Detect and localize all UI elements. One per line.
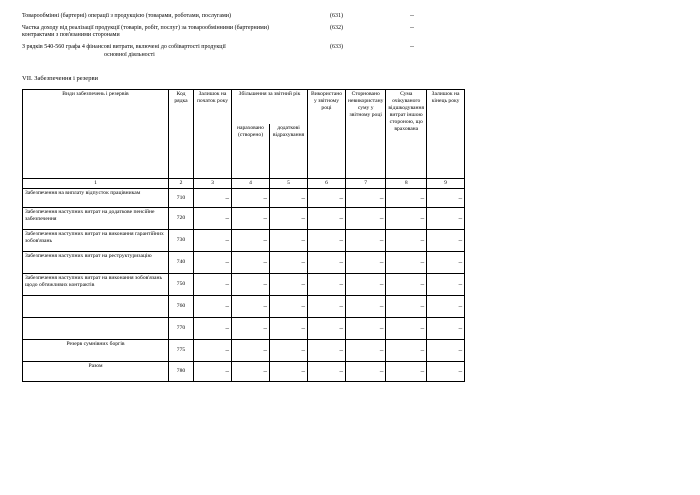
table-row — [23, 296, 465, 318]
cell-value: – — [427, 189, 465, 208]
cell-value: – — [232, 208, 270, 230]
cell-value: – — [346, 340, 386, 362]
cell-value: – — [232, 340, 270, 362]
cell-value: – — [386, 362, 427, 382]
table-row — [23, 318, 465, 340]
cell-value: – — [194, 296, 232, 318]
header-used: Використано у звітному році — [308, 90, 346, 179]
cell-value: – — [427, 230, 465, 252]
cell-value: – — [270, 362, 308, 382]
cell-value: – — [194, 189, 232, 208]
cell-value: – — [194, 340, 232, 362]
cell-value: – — [194, 362, 232, 382]
col-number: 5 — [270, 179, 308, 189]
cell-value: – — [346, 208, 386, 230]
cell-value: – — [270, 340, 308, 362]
cell-value: – — [386, 252, 427, 274]
cell-value: – — [386, 296, 427, 318]
table-row — [23, 362, 465, 382]
header-closing-balance: Залишок на кінець року — [427, 90, 465, 179]
row-code: 750 — [169, 274, 194, 296]
cell-value: – — [386, 274, 427, 296]
cell-value: – — [386, 189, 427, 208]
cell-value: – — [194, 318, 232, 340]
row-name: Забезпечення наступних витрат на виконання гарантійних зобов'язань — [23, 230, 169, 252]
barter-operations-code: (631) — [330, 13, 343, 19]
barter-share-code: (632) — [330, 25, 343, 31]
row-name: Разом — [23, 362, 169, 382]
cell-value: – — [232, 362, 270, 382]
cell-value: – — [232, 296, 270, 318]
cell-value: – — [427, 318, 465, 340]
cell-value: – — [308, 252, 346, 274]
cell-value: – — [232, 230, 270, 252]
col-number: 4 — [232, 179, 270, 189]
cell-value: – — [270, 230, 308, 252]
cell-value: – — [270, 189, 308, 208]
row-code: 740 — [169, 252, 194, 274]
header-expected-reimbursement: Сума очікуваного відшкодування витрат іншою стороною, що врахована — [386, 90, 427, 179]
cell-value: – — [232, 318, 270, 340]
cell-value: – — [270, 208, 308, 230]
cell-value: – — [386, 318, 427, 340]
cell-value: – — [346, 230, 386, 252]
cell-value: – — [346, 296, 386, 318]
row-name: Забезпечення наступних витрат на реструктуризацію — [23, 252, 169, 274]
col-number: 1 — [23, 179, 169, 189]
header-accrued: нараховано (створено) — [232, 124, 270, 179]
cell-value: – — [232, 274, 270, 296]
cell-value: – — [308, 208, 346, 230]
col-number: 7 — [346, 179, 386, 189]
cell-value: – — [308, 340, 346, 362]
cell-value: – — [270, 318, 308, 340]
header-additional: додаткові відрахування — [270, 124, 308, 179]
cell-value: – — [194, 208, 232, 230]
cell-value: – — [308, 189, 346, 208]
barter-share-value: -- — [410, 25, 414, 31]
cell-value: – — [270, 252, 308, 274]
cell-value: – — [194, 274, 232, 296]
row-code: 720 — [169, 208, 194, 230]
row-code: 730 — [169, 230, 194, 252]
provisions-table — [22, 89, 465, 382]
cell-value: – — [427, 362, 465, 382]
cell-value: – — [427, 274, 465, 296]
table-row — [23, 340, 465, 362]
cell-value: – — [308, 296, 346, 318]
cell-value: – — [427, 208, 465, 230]
cell-value: – — [386, 230, 427, 252]
table-row — [23, 274, 465, 296]
cell-value: – — [194, 230, 232, 252]
header-provision-type: Види забезпечень і резервів — [23, 90, 169, 179]
cell-value: – — [270, 296, 308, 318]
cell-value: – — [346, 318, 386, 340]
header-reversed: Сторновано невикористану суму у звітному році — [346, 90, 386, 179]
row-name — [23, 318, 169, 340]
table-row — [23, 189, 465, 208]
row-name: Резерв сумнівних боргів — [23, 340, 169, 362]
row-name: Забезпечення наступних витрат на виконання зобов'язань щодо обтяжливих контрактів — [23, 274, 169, 296]
cell-value: – — [346, 189, 386, 208]
row-code: 770 — [169, 318, 194, 340]
col-number: 6 — [308, 179, 346, 189]
row-name: Забезпечення на виплату відпусток працівникам — [23, 189, 169, 208]
financial-costs-label-cont: основної діяльності — [104, 52, 155, 58]
row-code: 780 — [169, 362, 194, 382]
table-row — [23, 230, 465, 252]
column-numbers-row — [23, 179, 465, 189]
financial-costs-code: (633) — [330, 44, 343, 50]
cell-value: – — [427, 296, 465, 318]
col-number: 8 — [386, 179, 427, 189]
cell-value: – — [346, 274, 386, 296]
barter-operations-label: Товарообмінні (бартерні) операції з продукцією (товарами, роботами, послугами) — [22, 13, 231, 19]
cell-value: – — [346, 252, 386, 274]
cell-value: – — [308, 362, 346, 382]
header-increase: Збільшення за звітний рік — [232, 90, 308, 124]
cell-value: – — [427, 340, 465, 362]
header-row-code: Код рядка — [169, 90, 194, 179]
cell-value: – — [270, 274, 308, 296]
row-name: Забезпечення наступних витрат на додаткове пенсійне забезпечення — [23, 208, 169, 230]
cell-value: – — [308, 230, 346, 252]
financial-costs-label: З рядків 540-560 графа 4 фінансові витрати, включені до собівартості продукції — [22, 44, 226, 50]
cell-value: – — [232, 189, 270, 208]
cell-value: – — [346, 362, 386, 382]
cell-value: – — [386, 208, 427, 230]
section-title: VII. Забезпечення і резерви — [22, 75, 98, 82]
cell-value: – — [386, 340, 427, 362]
table-row — [23, 252, 465, 274]
row-code: 775 — [169, 340, 194, 362]
cell-value: – — [308, 318, 346, 340]
barter-operations-value: -- — [410, 13, 414, 19]
row-name — [23, 296, 169, 318]
barter-share-label: Частка доходу від реалізації продукції (товарів, робіт, послуг) за товарообмінними (бартерними) — [22, 25, 269, 31]
cell-value: – — [308, 274, 346, 296]
financial-costs-value: -- — [410, 44, 414, 50]
barter-share-label-cont: контрактами з пов'язаними сторонами — [22, 32, 120, 38]
col-number: 3 — [194, 179, 232, 189]
header-opening-balance: Залишок на початок року — [194, 90, 232, 179]
table-row — [23, 208, 465, 230]
col-number: 2 — [169, 179, 194, 189]
row-code: 710 — [169, 189, 194, 208]
cell-value: – — [232, 252, 270, 274]
cell-value: – — [194, 252, 232, 274]
row-code: 760 — [169, 296, 194, 318]
col-number: 9 — [427, 179, 465, 189]
cell-value: – — [427, 252, 465, 274]
